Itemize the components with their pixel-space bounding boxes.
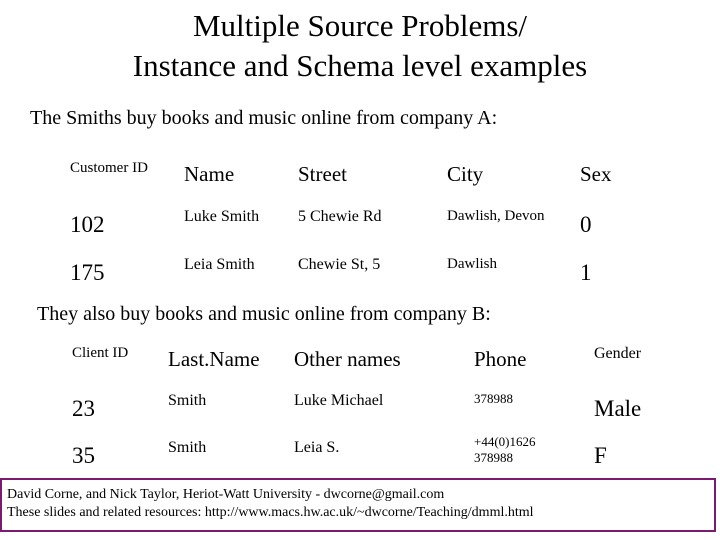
cell-phone: +44(0)1626 378988 — [474, 434, 536, 465]
table-row — [66, 249, 636, 297]
header-name: Name — [184, 162, 235, 186]
header-last-name: Last.Name — [168, 347, 260, 371]
company-b-table — [68, 338, 690, 479]
cell-customer-id: 102 — [70, 212, 105, 237]
cell-other-names: Luke Michael — [294, 392, 384, 409]
footer-author-line: David Corne, and Nick Taylor, Heriot-Watt University - dwcorne@gmail.com — [7, 487, 445, 502]
slide-title — [0, 6, 720, 86]
table-header-row — [66, 153, 636, 201]
header-sex: Sex — [580, 162, 612, 186]
company-b-intro: They also buy books and music online from company B: — [37, 303, 491, 325]
company-a-table — [66, 153, 636, 297]
cell-last-name: Smith — [168, 439, 207, 456]
header-gender: Gender — [594, 345, 642, 362]
cell-name: Leia Smith — [184, 256, 255, 273]
footer-resources-line: These slides and related resources: http://www.macs.hw.ac.uk/~dwcorne/Teaching/dmml.html — [7, 505, 534, 520]
cell-other-names: Leia S. — [294, 439, 340, 456]
title-line-1: Multiple Source Problems/ — [192, 8, 528, 43]
cell-client-id: 35 — [72, 443, 95, 468]
footer-credits — [0, 478, 716, 532]
cell-sex: 0 — [580, 212, 592, 237]
header-city: City — [447, 162, 484, 186]
cell-customer-id: 175 — [70, 260, 105, 285]
table-header-row — [68, 338, 690, 385]
cell-sex: 1 — [580, 260, 592, 285]
title-line-2: Instance and Schema level examples — [132, 48, 588, 83]
cell-phone: 378988 — [474, 391, 513, 406]
header-customer-id: Customer ID — [70, 160, 148, 176]
company-a-intro: The Smiths buy books and music online from company A: — [30, 107, 498, 129]
cell-city: Dawlish — [447, 256, 497, 272]
header-other-names: Other names — [294, 347, 401, 371]
cell-gender: F — [594, 443, 607, 468]
cell-last-name: Smith — [168, 392, 207, 409]
cell-street: Chewie St, 5 — [298, 256, 381, 273]
header-client-id: Client ID — [72, 345, 129, 361]
cell-client-id: 23 — [72, 396, 95, 421]
header-phone: Phone — [474, 347, 527, 371]
table-row — [66, 201, 636, 249]
table-row — [68, 385, 690, 432]
header-street: Street — [298, 162, 347, 186]
cell-city: Dawlish, Devon — [447, 208, 545, 224]
cell-street: 5 Chewie Rd — [298, 208, 382, 225]
cell-gender: Male — [594, 396, 642, 421]
table-row — [68, 432, 690, 479]
cell-name: Luke Smith — [184, 208, 260, 225]
